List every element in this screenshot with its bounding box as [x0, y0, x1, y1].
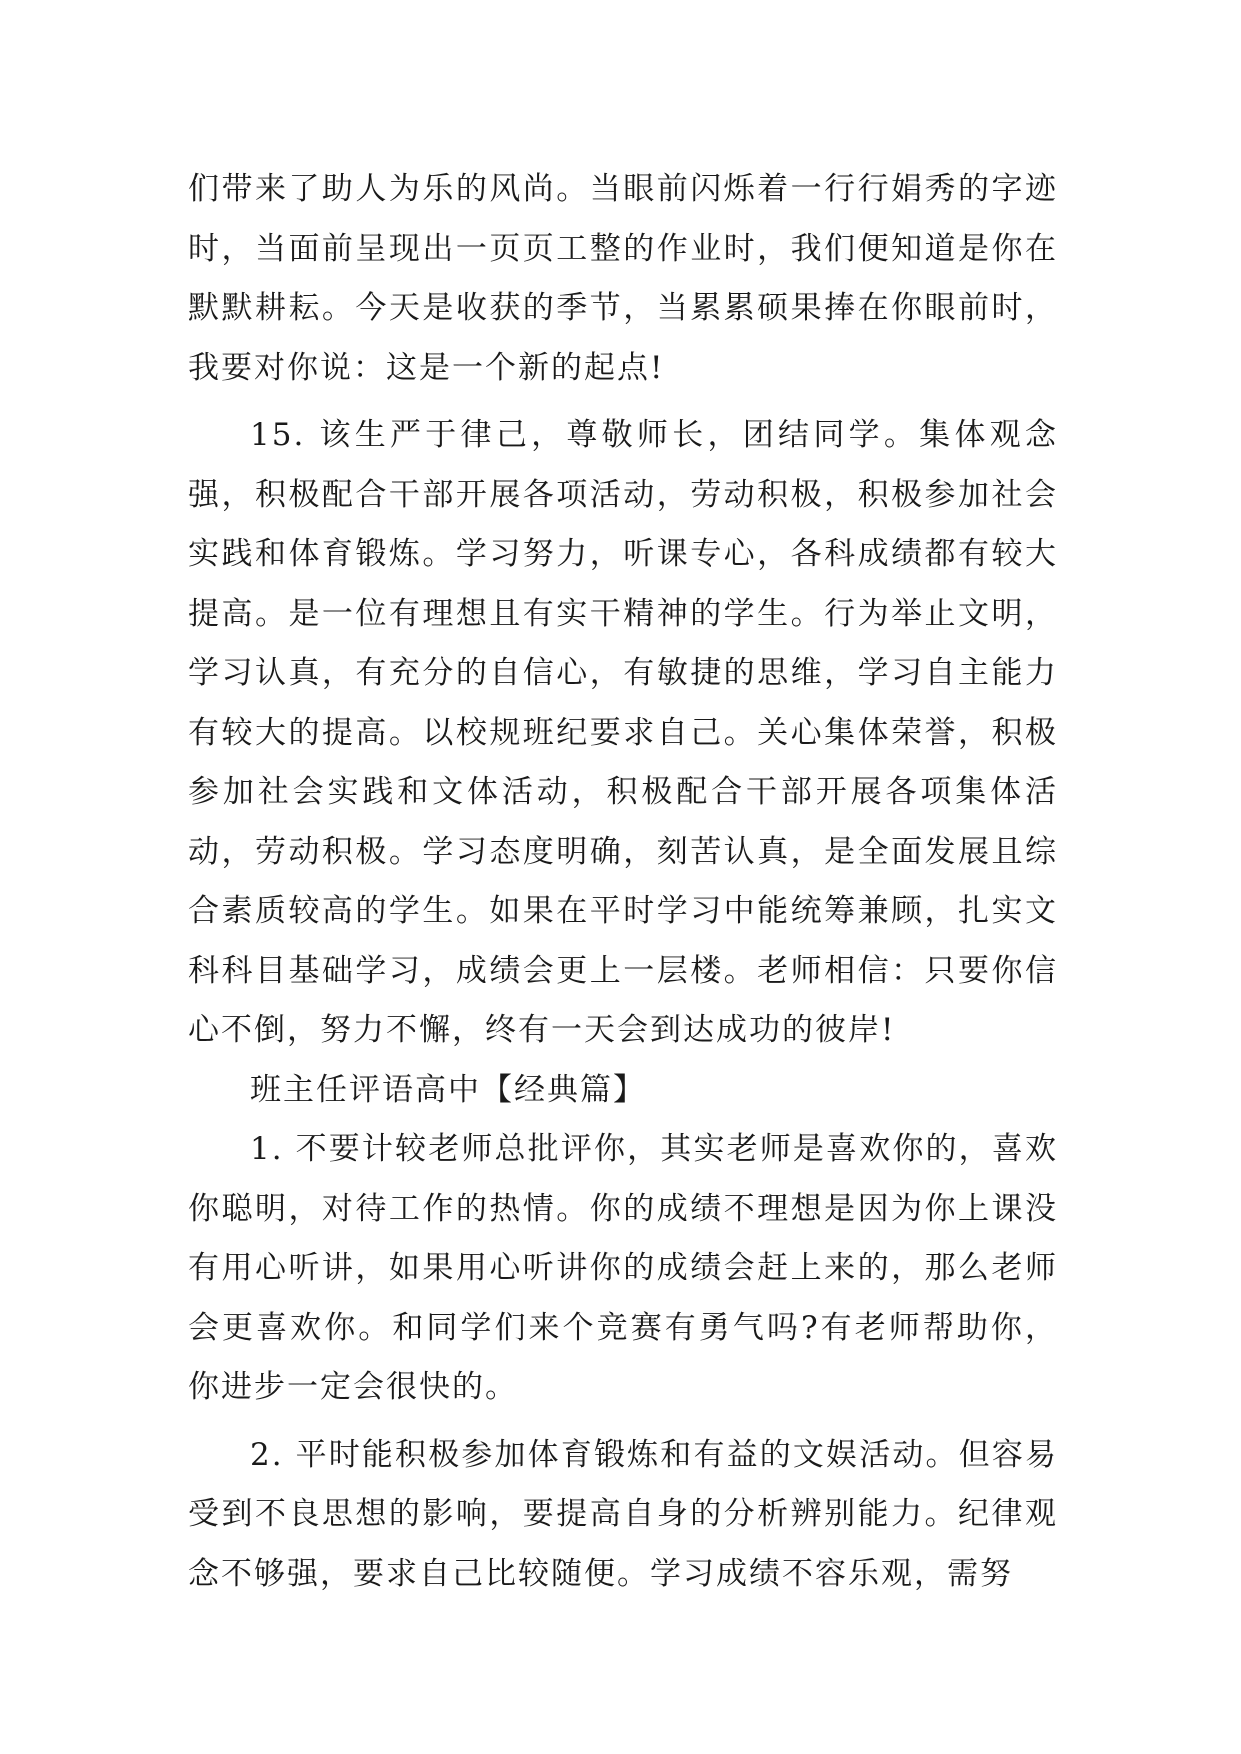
paragraph-comment-15: 15. 该生严于律己，尊敬师长，团结同学。集体观念强，积极配合干部开展各项活动，劳动积极，积极参加社会实践和体育锻炼。学习努力，听课专心，各科成绩都有较大提高。是一位有理想且有实干精神的学生。行为举止文明，学习认真，有充分的自信心，有敏捷的思维，学习自主能力有较大的提高。以校规班纪要求自己。关心集体荣誉，积极参加社会实践和文体活动，积极配合干部开展各项集体活动，劳动积极。学习态度明确，刻苦认真，是全面发展且综合素质较高的学生。如果在平时学习中能统筹兼顾，扎实文科科目基础学习，成绩会更上一层楼。老师相信：只要你信心不倒，努力不懈，终有一天会到达成功的彼岸!: [188, 417, 1058, 1048]
paragraph-comment-2: 2. 平时能积极参加体育锻炼和有益的文娱活动。但容易受到不良思想的影响，要提高自身的分析辨别能力。纪律观念不够强，要求自己比较随便。学习成绩不容乐观，需努: [188, 1436, 1058, 1592]
paragraph-continuation: 们带来了助人为乐的风尚。当眼前闪烁着一行行娟秀的字迹时，当面前呈现出一页页工整的作业时，我们便知道是你在默默耕耘。今天是收获的季节，当累累硕果捧在你眼前时，我要对你说：这是一个新的起点!: [188, 171, 1058, 386]
paragraph-comment-1: 1. 不要计较老师总批评你，其实老师是喜欢你的，喜欢你聪明，对待工作的热情。你的成绩不理想是因为你上课没有用心听讲，如果用心听讲你的成绩会赶上来的，那么老师会更喜欢你。和同学们来个竞赛有勇气吗?有老师帮助你，你进步一定会很快的。: [188, 1131, 1058, 1405]
document-body: [188, 160, 1058, 1604]
section-heading: 班主任评语高中【经典篇】: [250, 1071, 646, 1108]
